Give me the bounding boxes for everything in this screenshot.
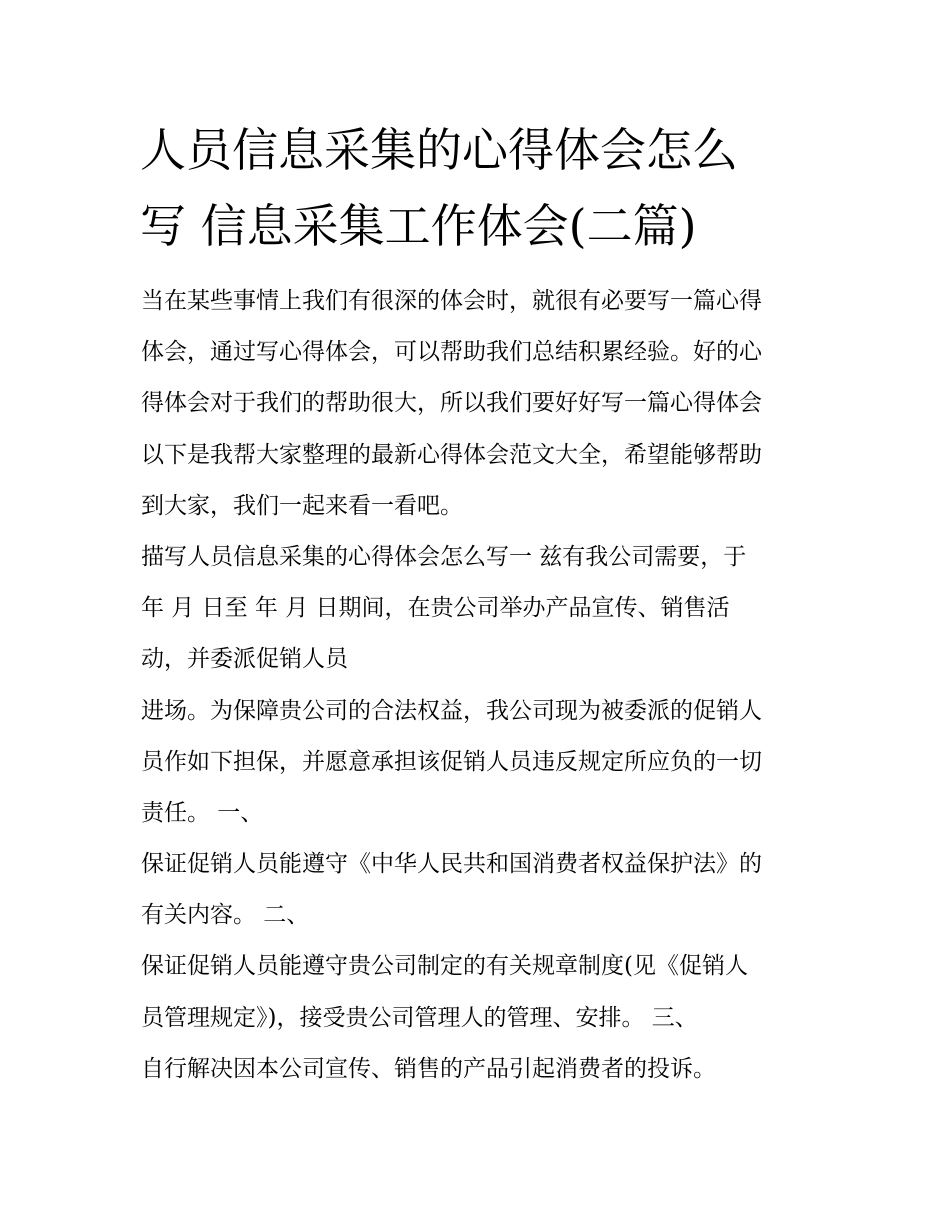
body-line: 描写人员信息采集的心得体会怎么写一 兹有我公司需要，于: [141, 543, 747, 570]
body-line: 有关内容。 二、: [141, 902, 310, 929]
body-line: 进场。为保障贵公司的合法权益，我公司现为被委派的促销人: [141, 697, 762, 724]
body-line: 保证促销人员能遵守《中华人民共和国消费者权益保护法》的: [141, 851, 762, 878]
body-line: 年 月 日至 年 月 日期间，在贵公司举办产品宣传、销售活: [141, 595, 730, 622]
body-line: 自行解决因本公司宣传、销售的产品引起消费者的投诉。: [141, 1055, 716, 1082]
body-line: 得体会对于我们的帮助很大，所以我们要好好写一篇心得体会: [141, 390, 762, 417]
body-line: 保证促销人员能遵守贵公司制定的有关规章制度(见《促销人: [141, 953, 748, 980]
body-line: 以下是我帮大家整理的最新心得体会范文大全，希望能够帮助: [141, 441, 762, 468]
body-line: 到大家，我们一起来看一看吧。: [141, 492, 463, 519]
document-title: [140, 112, 840, 264]
body-line: 体会，通过写心得体会，可以帮助我们总结积累经验。好的心: [141, 339, 762, 366]
body-line: 当在某些事情上我们有很深的体会时，就很有必要写一篇心得: [141, 288, 762, 314]
body-line: 动，并委派促销人员: [141, 646, 348, 673]
body-line: 员管理规定》)，接受贵公司管理人的管理、安排。 三、: [141, 1004, 698, 1031]
title-line: 写 信息采集工作体会(二篇): [140, 199, 697, 253]
body-line: 责任。 一、: [141, 799, 264, 826]
body-line: 员作如下担保，并愿意承担该促销人员违反规定所应负的一切: [141, 748, 762, 775]
title-line: 人员信息采集的心得体会怎么: [140, 123, 738, 177]
document-body: [141, 276, 821, 1095]
